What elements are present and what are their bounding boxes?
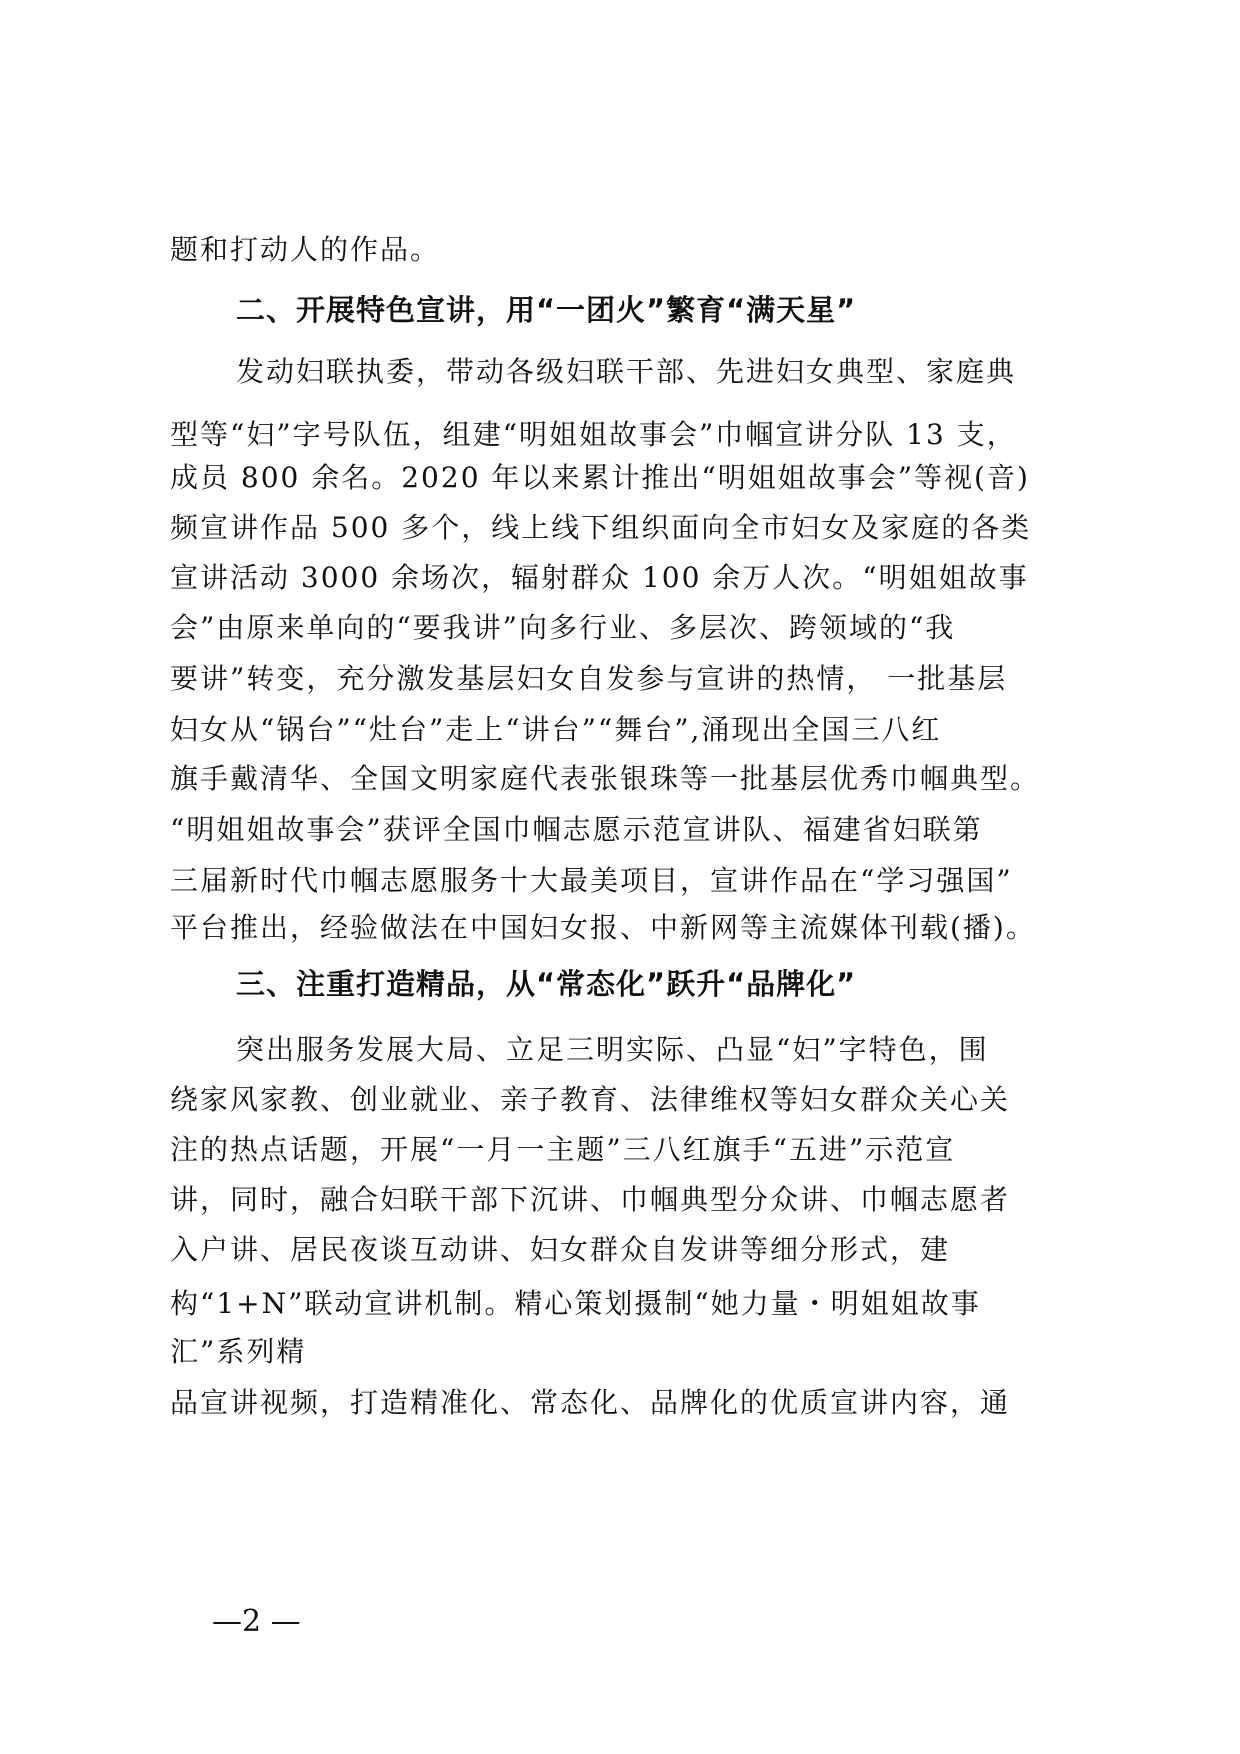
- paragraph-line: 绕家风家教、创业就业、亲子教育、法律维权等妇女群众关心关: [170, 1083, 1011, 1116]
- paragraph-line: 构“1+N”联动宣讲机制。精心策划摄制“她力量・明姐姐故事: [170, 1287, 981, 1320]
- paragraph-line: 旗手戴清华、全国文明家庭代表张银珠等一批基层优秀巾帼典型。: [170, 762, 1041, 795]
- paragraph-line: 妇女从“锅台”“灶台”走上“讲台”“舞台”,涌现出全国三八红: [170, 713, 942, 746]
- paragraph-line: 入户讲、居民夜谈互动讲、妇女群众自发讲等细分形式，建: [170, 1233, 951, 1266]
- paragraph-line: 突出服务发展大局、立足三明实际、凸显“妇”字特色，围: [236, 1033, 989, 1066]
- section-heading: 三、注重打造精品，从“常态化”跃升“品牌化”: [236, 967, 857, 1001]
- section-heading: 二、开展特色宣讲，用“一团火”繁育“满天星”: [236, 293, 857, 327]
- paragraph-line: 宣讲活动 3000 余场次，辐射群众 100 余万人次。“明姐姐故事: [170, 561, 1029, 594]
- paragraph-line: 发动妇联执委，带动各级妇联干部、先进妇女典型、家庭典: [236, 355, 1017, 388]
- paragraph-line: 讲，同时，融合妇联干部下沉讲、巾帼典型分众讲、巾帼志愿者: [170, 1183, 1011, 1216]
- paragraph-line: 注的热点话题，开展“一月一主题”三八红旗手“五进”示范宣: [170, 1133, 956, 1166]
- paragraph-line: 型等“妇”字号队伍，组建“明姐姐故事会”巾帼宣讲分队 13 支，: [170, 418, 1017, 451]
- paragraph-line: 汇”系列精: [170, 1335, 307, 1368]
- paragraph-line: 会”由原来单向的“要我讲”向多行业、多层次、跨领域的“我: [170, 611, 956, 644]
- paragraph-line: 频宣讲作品 500 多个，线上线下组织面向全市妇女及家庭的各类: [170, 511, 1032, 544]
- paragraph-line: 成员 800 余名。2020 年以来累计推出“明姐姐故事会”等视(音): [170, 461, 1030, 494]
- paragraph-line: “明姐姐故事会”获评全国巾帼志愿示范宣讲队、福建省妇联第: [170, 813, 983, 846]
- paragraph-line: 平台推出，经验做法在中国妇女报、中新网等主流媒体刊载(播)。: [170, 911, 1036, 944]
- paragraph-line: 品宣讲视频，打造精准化、常态化、品牌化的优质宣讲内容，通: [170, 1386, 1011, 1419]
- page-number: —2 —: [212, 1604, 301, 1639]
- paragraph-line: 三届新时代巾帼志愿服务十大最美项目，宣讲作品在“学习强国”: [170, 864, 1013, 897]
- paragraph-line: 要讲”转变，充分激发基层妇女自发参与宣讲的热情， 一批基层: [170, 662, 1008, 695]
- paragraph-line: 题和打动人的作品。: [170, 233, 441, 266]
